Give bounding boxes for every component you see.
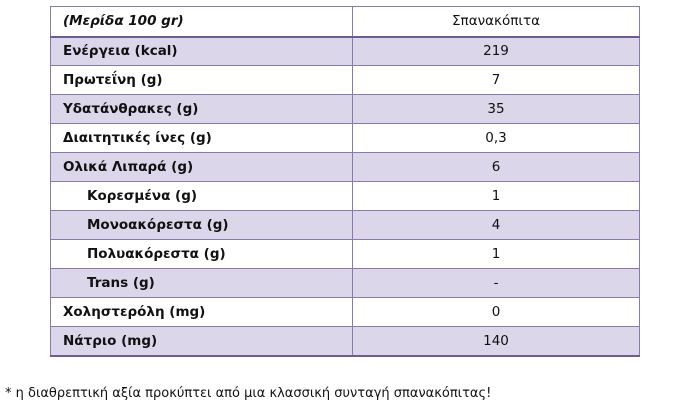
row-label-protein: Πρωτεΐνη (g) bbox=[51, 66, 353, 95]
row-label-monounsaturated: Μονοακόρεστα (g) bbox=[51, 211, 353, 240]
row-value-carbohydrates: 35 bbox=[353, 95, 640, 124]
row-value-cholesterol: 0 bbox=[353, 298, 640, 327]
row-label-energy: Ενέργεια (kcal) bbox=[51, 37, 353, 66]
table-row bbox=[51, 269, 640, 298]
table-row bbox=[51, 298, 640, 327]
row-label-sodium: Νάτριο (mg) bbox=[51, 327, 353, 356]
table-row bbox=[51, 327, 640, 356]
table-row bbox=[51, 95, 640, 124]
food-name-header: Σπανακόπιτα bbox=[353, 7, 640, 37]
row-value-polyunsaturated: 1 bbox=[353, 240, 640, 269]
table-row bbox=[51, 66, 640, 95]
row-label-carbohydrates: Υδατάνθρακες (g) bbox=[51, 95, 353, 124]
row-label-cholesterol: Χοληστερόλη (mg) bbox=[51, 298, 353, 327]
table-row bbox=[51, 240, 640, 269]
row-value-total-fat: 6 bbox=[353, 153, 640, 182]
table-header-row bbox=[51, 7, 640, 37]
row-label-total-fat: Ολικά Λιπαρά (g) bbox=[51, 153, 353, 182]
row-label-trans: Trans (g) bbox=[51, 269, 353, 298]
row-value-fiber: 0,3 bbox=[353, 124, 640, 153]
table-row bbox=[51, 182, 640, 211]
row-value-saturated: 1 bbox=[353, 182, 640, 211]
footnote: * η διαθρεπτική αξία προκύπτει από μια κλασσική συνταγή σπανακόπιτας! bbox=[5, 386, 492, 401]
row-value-sodium: 140 bbox=[353, 327, 640, 356]
row-value-protein: 7 bbox=[353, 66, 640, 95]
table-row bbox=[51, 211, 640, 240]
row-value-trans: - bbox=[353, 269, 640, 298]
row-value-monounsaturated: 4 bbox=[353, 211, 640, 240]
row-label-saturated: Κορεσμένα (g) bbox=[51, 182, 353, 211]
portion-label: (Μερίδα 100 gr) bbox=[51, 7, 353, 37]
table-row bbox=[51, 37, 640, 66]
table-row bbox=[51, 124, 640, 153]
nutrition-table bbox=[50, 6, 640, 357]
row-value-energy: 219 bbox=[353, 37, 640, 66]
table-row bbox=[51, 153, 640, 182]
row-label-fiber: Διαιτητικές ίνες (g) bbox=[51, 124, 353, 153]
row-label-polyunsaturated: Πολυακόρεστα (g) bbox=[51, 240, 353, 269]
